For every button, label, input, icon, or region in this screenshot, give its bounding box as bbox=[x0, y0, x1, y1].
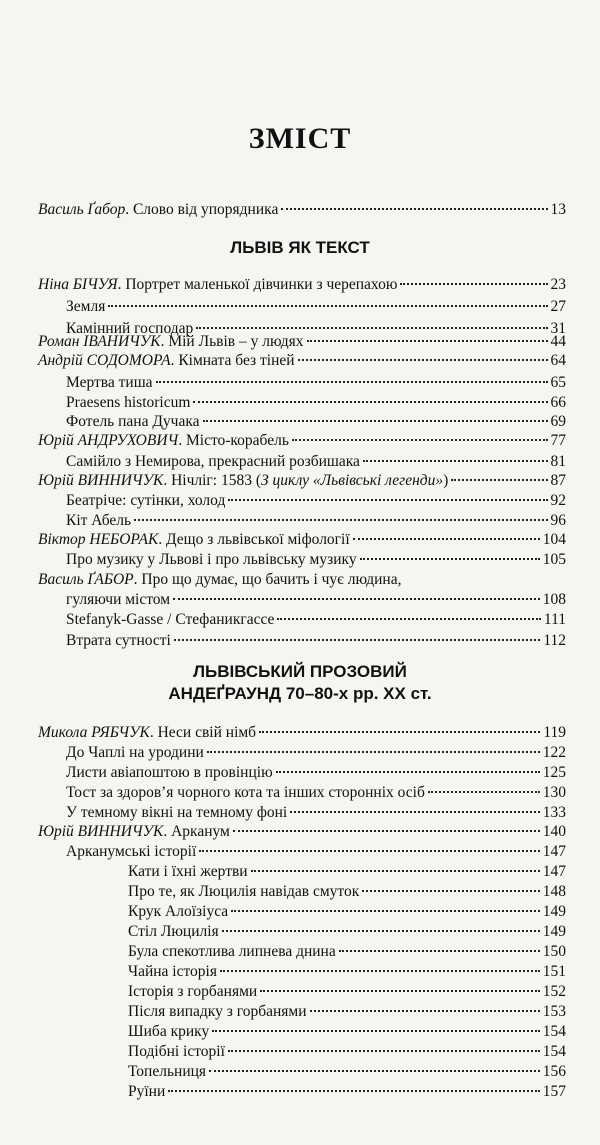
entry-title: . Про що думає, що бачить і чує людина, bbox=[133, 571, 402, 588]
entry-page: 92 bbox=[550, 492, 566, 509]
toc-entry bbox=[128, 861, 566, 883]
dot-leader bbox=[196, 327, 547, 329]
entry-author: Юрій ВИННИЧУК bbox=[38, 823, 164, 840]
dot-leader bbox=[451, 479, 547, 481]
toc-entry bbox=[128, 1021, 566, 1043]
dot-leader bbox=[353, 538, 540, 540]
dot-leader bbox=[298, 359, 548, 361]
dot-leader bbox=[220, 970, 540, 972]
entry-page: 81 bbox=[550, 453, 566, 470]
entry-page: 69 bbox=[550, 413, 566, 430]
entry-title: Stefanyk-Gasse / Стефаникгассе bbox=[66, 611, 275, 628]
entry-page: 152 bbox=[542, 983, 566, 1000]
toc-entry bbox=[128, 1041, 566, 1063]
dot-leader bbox=[277, 618, 540, 620]
entry-page: 154 bbox=[542, 1043, 566, 1060]
toc-entry bbox=[38, 821, 566, 843]
dot-leader bbox=[173, 598, 540, 600]
toc-entry bbox=[66, 742, 566, 764]
dot-leader bbox=[168, 1090, 539, 1092]
entry-page: 133 bbox=[542, 804, 566, 821]
entry-title: Земля bbox=[66, 298, 106, 315]
toc-entry bbox=[66, 841, 566, 863]
entry-title: Руїни bbox=[128, 1083, 166, 1100]
entry-page: 150 bbox=[542, 943, 566, 960]
entry-page: 119 bbox=[543, 724, 566, 741]
dot-leader bbox=[292, 439, 548, 441]
entry-page: 147 bbox=[542, 863, 566, 880]
entry-title: . Слово від упорядника bbox=[125, 201, 279, 218]
entry-page: 122 bbox=[542, 744, 566, 761]
entry-title: Чайна історія bbox=[128, 963, 217, 980]
entry-title: . Портрет маленької дівчинки з черепахою bbox=[117, 276, 398, 293]
entry-page: 153 bbox=[542, 1003, 566, 1020]
dot-leader bbox=[231, 910, 540, 912]
entry-title: Втрата сутності bbox=[66, 632, 171, 649]
dot-leader bbox=[310, 1010, 540, 1012]
toc-entry bbox=[128, 901, 566, 923]
dot-leader bbox=[260, 990, 540, 992]
section-title: ЛЬВІВ ЯК ТЕКСТ bbox=[230, 238, 370, 257]
entry-page: 148 bbox=[542, 883, 566, 900]
dot-leader bbox=[339, 950, 540, 952]
entry-title: Беатріче: сутінки, холод bbox=[66, 492, 226, 509]
toc-entry bbox=[38, 470, 566, 492]
toc-entry bbox=[128, 881, 566, 903]
toc-entry bbox=[66, 589, 566, 611]
entry-page: 65 bbox=[550, 374, 566, 391]
entry-page: 151 bbox=[542, 963, 566, 980]
entry-page: 31 bbox=[550, 320, 566, 337]
entry-title: Praesens historicum bbox=[66, 394, 191, 411]
toc-entry bbox=[66, 372, 566, 394]
entry-page: 104 bbox=[542, 531, 566, 548]
toc-entry bbox=[66, 609, 566, 631]
entry-page: 96 bbox=[550, 512, 566, 529]
dot-leader bbox=[281, 208, 547, 210]
entry-page: 125 bbox=[542, 764, 566, 781]
toc-entry bbox=[128, 941, 566, 963]
toc-entry bbox=[66, 490, 566, 512]
toc-entry bbox=[66, 782, 566, 804]
entry-page: 147 bbox=[542, 843, 566, 860]
dot-leader bbox=[222, 930, 540, 932]
dot-leader bbox=[251, 870, 540, 872]
entry-title: . Мій Львів – у людях bbox=[160, 333, 304, 350]
entry-title: Про музику у Львові і про львівську музику bbox=[66, 551, 357, 568]
entry-title: Історія з горбанями bbox=[128, 983, 258, 1000]
toc-entry bbox=[128, 1001, 566, 1023]
toc-entry bbox=[66, 630, 566, 652]
toc-entry bbox=[38, 350, 566, 372]
dot-leader bbox=[228, 499, 547, 501]
entry-title: Крук Алоїзіуса bbox=[128, 903, 229, 920]
dot-leader bbox=[360, 558, 540, 560]
entry-title: Після випадку з горбанями bbox=[128, 1003, 307, 1020]
entry-title: Арканумські історії bbox=[66, 843, 197, 860]
entry-title-cont: гуляючи містом bbox=[66, 591, 171, 608]
dot-leader bbox=[212, 1030, 540, 1032]
entry-author: Роман ІВАНИЧУК bbox=[38, 333, 161, 350]
toc-entry bbox=[38, 722, 566, 744]
entry-title: Була спекотлива липнева днина bbox=[128, 943, 336, 960]
toc-entry bbox=[128, 981, 566, 1003]
entry-author: Андрій СОДОМОРА bbox=[38, 352, 171, 369]
dot-leader bbox=[199, 850, 539, 852]
entry-title: . Неси свій німб bbox=[149, 724, 257, 741]
toc-entry bbox=[38, 199, 566, 221]
dot-leader bbox=[363, 460, 548, 462]
entry-title: Шиба крику bbox=[128, 1023, 210, 1040]
dot-leader bbox=[174, 639, 540, 641]
dot-leader bbox=[203, 420, 548, 422]
dot-leader bbox=[134, 519, 547, 521]
toc-entry bbox=[66, 762, 566, 784]
entry-author: Василь Ґабор bbox=[38, 201, 126, 218]
entry-title: Листи авіапоштою в провінцію bbox=[66, 764, 273, 781]
entry-page: 157 bbox=[542, 1083, 566, 1100]
entry-author: Ніна БІЧУЯ bbox=[38, 276, 118, 293]
section-subtitle: АНДЕҐРАУНД 70–80-х рр. ХХ ст. bbox=[168, 684, 432, 703]
entry-title: Камінний господар bbox=[66, 320, 194, 337]
entry-title-italic: З циклу «Львівські легенди» bbox=[261, 472, 444, 489]
dot-leader bbox=[362, 890, 539, 892]
entry-title: У темному вікні на темному фоні bbox=[66, 804, 288, 821]
dot-leader bbox=[259, 731, 540, 733]
entry-title: Кіт Абель bbox=[66, 512, 132, 529]
entry-page: 130 bbox=[542, 784, 566, 801]
entry-author: Василь ҐАБОР bbox=[38, 571, 134, 588]
dot-leader bbox=[193, 401, 547, 403]
toc-entry bbox=[38, 529, 566, 551]
dot-leader bbox=[400, 283, 547, 285]
entry-title: Про те, як Люцилія навідав смуток bbox=[128, 883, 360, 900]
entry-page: 140 bbox=[542, 823, 566, 840]
entry-author: Юрій ВИННИЧУК bbox=[38, 472, 164, 489]
dot-leader bbox=[233, 830, 540, 832]
entry-title: . Нічліг: 1583 ( bbox=[163, 472, 261, 489]
entry-title: Тост за здоров’я чорного кота та інших сторонніх осіб bbox=[66, 784, 425, 801]
dot-leader bbox=[207, 751, 540, 753]
dot-leader bbox=[276, 771, 540, 773]
entry-author: Юрій АНДРУХОВИЧ bbox=[38, 432, 179, 449]
entry-title: Фотель пана Дучака bbox=[66, 413, 200, 430]
dot-leader bbox=[307, 340, 548, 342]
entry-page: 154 bbox=[542, 1023, 566, 1040]
entry-page: 44 bbox=[550, 333, 566, 350]
entry-page: 13 bbox=[550, 201, 566, 218]
dot-leader bbox=[108, 305, 547, 307]
entry-page: 112 bbox=[543, 632, 566, 649]
entry-page: 87 bbox=[550, 472, 566, 489]
entry-author: Віктор НЕБОРАК bbox=[38, 531, 159, 548]
toc-entry bbox=[128, 1061, 566, 1083]
entry-page: 111 bbox=[543, 611, 566, 628]
entry-page: 27 bbox=[550, 298, 566, 315]
entry-page: 156 bbox=[542, 1063, 566, 1080]
entry-page: 23 bbox=[550, 276, 566, 293]
entry-page: 108 bbox=[542, 591, 566, 608]
entry-page: 149 bbox=[542, 903, 566, 920]
entry-page: 66 bbox=[550, 394, 566, 411]
section-title: ЛЬВІВСЬКИЙ ПРОЗОВИЙ bbox=[193, 662, 407, 681]
dot-leader bbox=[156, 381, 548, 383]
toc-entry bbox=[66, 296, 566, 318]
toc-entry bbox=[66, 549, 566, 571]
entry-title: Самійло з Немирова, прекрасний розбишака bbox=[66, 453, 360, 470]
entry-page: 77 bbox=[550, 432, 566, 449]
dot-leader bbox=[209, 1070, 540, 1072]
toc-entry bbox=[38, 430, 566, 452]
entry-page: 64 bbox=[550, 352, 566, 369]
entry-title-end: ) bbox=[443, 472, 449, 489]
entry-title: До Чаплі на уродини bbox=[66, 744, 204, 761]
entry-title: . Арканум bbox=[163, 823, 230, 840]
entry-title: Стіл Люцилія bbox=[128, 923, 219, 940]
entry-author: Микола РЯБЧУК bbox=[38, 724, 150, 741]
entry-title: Подібні історії bbox=[128, 1043, 225, 1060]
toc-entry bbox=[128, 961, 566, 983]
dot-leader bbox=[290, 811, 540, 813]
page-title: ЗМІСТ bbox=[248, 122, 352, 155]
toc-entry bbox=[128, 1081, 566, 1103]
toc-entry bbox=[38, 274, 566, 296]
entry-title: . Кімната без тіней bbox=[170, 352, 295, 369]
dot-leader bbox=[428, 791, 540, 793]
entry-title: . Місто-корабель bbox=[178, 432, 289, 449]
toc-entry-first-line bbox=[38, 569, 401, 591]
entry-page: 105 bbox=[542, 551, 566, 568]
entry-title: Мертва тиша bbox=[66, 374, 153, 391]
entry-page: 149 bbox=[542, 923, 566, 940]
entry-title: Топельниця bbox=[128, 1063, 207, 1080]
dot-leader bbox=[228, 1050, 540, 1052]
toc-entry bbox=[128, 921, 566, 943]
entry-title: . Дещо з львівської міфології bbox=[158, 531, 350, 548]
entry-title: Кати і їхні жертви bbox=[128, 863, 248, 880]
